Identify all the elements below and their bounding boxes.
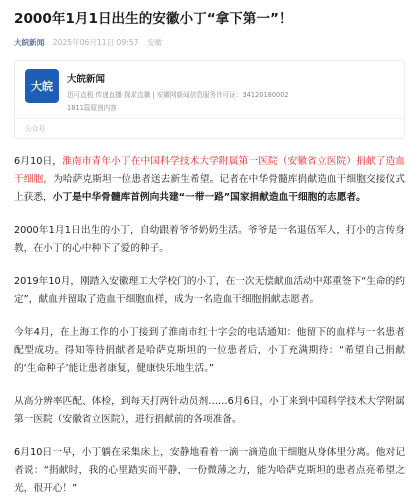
paragraph-5: 从高分辨率匹配、体检，到每天打两针动员剂……6月6日，小丁来到中国科学技术大学附属第一医院（安徽省立医院），进行捐献前的各项准备。 <box>14 396 405 425</box>
account-logo: 大皖 <box>25 69 59 103</box>
author-link[interactable]: 大皖新闻 <box>14 38 45 47</box>
paragraph-2: 2000年1月1日出生的小丁，自幼跟着爷爷奶奶生活。爷爷是一名退伍军人，打小的言传身教，在小丁的心中种下了爱的种子。 <box>14 225 405 254</box>
paragraph-1 <box>14 153 405 207</box>
paragraph-6: 6月10日一早，小丁躺在采集床上，安静地看着一滴一滴造血干细胞从身体里分离。他对记者说：“捐献时，我的心里踏实而平静，一份微薄之力，能为哈萨克斯坦的患者点亮希望之光，很开心！” <box>14 447 405 494</box>
p1-text: 为哈萨克斯坦一位患者送去新生希望。记者在中华骨髓库捐献造血干细胞交接仪式上获悉， <box>14 174 405 203</box>
article-meta <box>14 37 405 48</box>
account-type-label: 公众号 <box>15 118 404 138</box>
account-follow-count: 1811篇原创内容 <box>67 104 117 112</box>
p1-bold: 小丁是中华骨髓库首例向共建“一带一路”国家捐献造血干细胞的志愿者。 <box>52 192 366 203</box>
account-info <box>67 69 289 112</box>
account-tags: 迅可直租 传递直播 探求直播 | 安徽网新闻信息服务许可证：34120180002 <box>67 91 289 99</box>
article-body <box>14 153 405 498</box>
p1-highlight: 淮南市青年小丁在中国科学技术大学附属第一医院（安徽省立医院）捐献了造血干细胞， <box>14 156 405 185</box>
paragraph-4: 今年4月，在上海工作的小丁接到了淮南市红十字会的电话通知：他留下的血样与一名患者配型成功。得知等待捐献者是哈萨克斯坦的一位患者后，小丁充满期待：“希望自己捐献的‘生命种子’能让患者康复，健康快乐地生活。” <box>14 327 405 374</box>
paragraph-3: 2019年10月，刚踏入安徽理工大学校门的小丁，在一次无偿献血活动中郑重签下“生命的约定”，献血并留取了造血干细胞血样，成为一名造血干细胞捐献志愿者。 <box>14 276 405 305</box>
account-card-header <box>15 61 404 118</box>
article-title: 2000年1月1日出生的安徽小丁“拿下第一”！ <box>14 11 293 27</box>
publish-date: 2025年06月11日 09:57 <box>52 38 139 47</box>
account-card[interactable] <box>14 60 405 139</box>
publish-location: 安徽 <box>146 38 163 47</box>
account-name: 大皖新闻 <box>67 74 106 85</box>
p1-date: 6月10日， <box>14 156 63 167</box>
